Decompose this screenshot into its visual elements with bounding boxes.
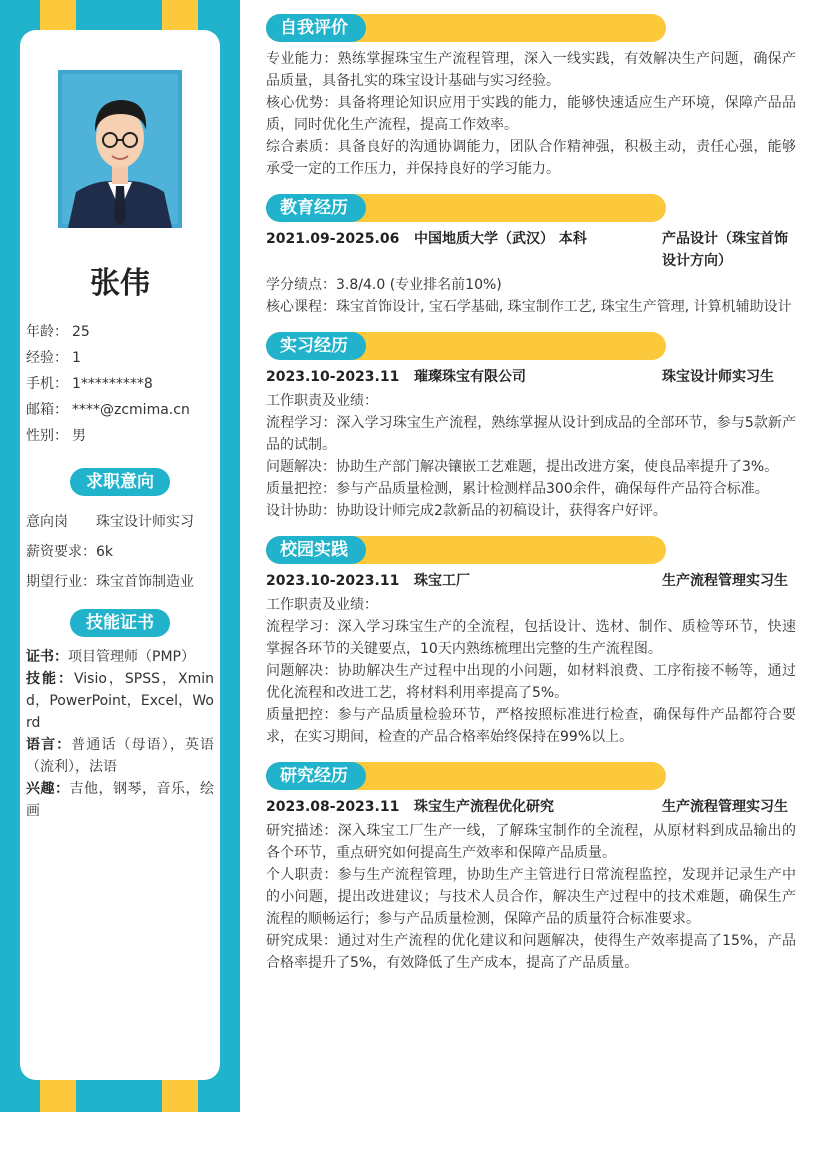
entry-date: 2023.10-2023.11 [266,573,400,589]
entry-org: 珠宝生产流程优化研究 [414,799,554,815]
portrait-photo [58,70,182,228]
intent-title: 求职意向 [70,468,170,496]
section-header [266,536,796,564]
sidebar [0,0,240,1112]
entry-date: 2021.09-2025.06 [266,231,400,247]
entry-org: 璀璨珠宝有限公司 [414,369,526,385]
entry-header [266,796,796,818]
skill-label: 语言： [26,737,72,753]
paragraph: 流程学习：深入学习珠宝生产的全流程，包括设计、选材、制作、质检等环节，快速掌握各环节的关键要点，10天内熟练梳理出完整的生产流程图。 [266,619,796,657]
entry-date: 2023.08-2023.11 [266,799,400,815]
section-self-eval [266,14,796,180]
entry-header [266,570,796,592]
skill-item [26,668,214,734]
section-title: 自我评价 [266,14,366,42]
paragraph: 核心优势：具备将理论知识应用于实践的能力，能够快速适应生产环境，保障产品品质，同时优化生产流程，提高工作效率。 [266,95,796,133]
entry-date: 2023.10-2023.11 [266,369,400,385]
entry-role: 珠宝设计师实习生 [662,369,774,385]
profile-card [20,30,220,1080]
section-campus [266,536,796,748]
paragraph: 质量把控：参与产品质量检验环节，严格按照标准进行检查，确保每件产品都符合要求，在实习期间，检查的产品合格率始终保持在99%以上。 [266,707,796,745]
paragraph: 设计协助：协助设计师完成2款新品的初稿设计，获得客户好评。 [266,503,667,519]
section-header [266,762,796,790]
section-header [266,194,796,222]
skill-value: 项目管理师（PMP） [68,649,195,665]
main-content [266,14,796,988]
section-title: 教育经历 [266,194,366,222]
intent-salary-value: 6k [96,544,114,560]
paragraph: 综合素质：具备良好的沟通协调能力，团队合作精神强，积极主动，责任心强，能够承受一定的工作压力，并保持良好的学习能力。 [266,139,796,177]
intent-industry-label: 期望行业： [26,574,96,590]
paragraph: 学分绩点：3.8/4.0 (专业排名前10%) [266,277,502,293]
skill-item [26,646,214,668]
paragraph: 专业能力：熟练掌握珠宝生产流程管理，深入一线实践，有效解决生产问题，确保产品质量，具备扎实的珠宝设计基础与实习经验。 [266,51,796,89]
info-phone [26,373,153,393]
skill-value: Visio，SPSS，Xmind，PowerPoint，Excel，Word [26,671,214,731]
entry-header [266,228,796,272]
paragraph: 个人职责：参与生产流程管理，协助生产主管进行日常流程监控，发现并记录生产中的小问题，提出改进建议；与技术人员合作，解决生产过程中的技术难题，确保生产流程的顺畅运行；参与产品质量检测，保障产品的质量符合标准要求。 [266,867,796,927]
info-age [26,321,90,341]
entry-org: 珠宝工厂 [414,573,470,589]
paragraph: 核心课程：珠宝首饰设计, 宝石学基础, 珠宝制作工艺, 珠宝生产管理, 计算机辅助设计 [266,299,792,315]
top-stripe-2 [162,0,198,30]
info-label: 手机： [26,376,68,392]
paragraph: 研究描述：深入珠宝工厂生产一线，了解珠宝制作的全流程，从原材料到成品输出的各个环节，重点研究如何提高生产效率和保障产品质量。 [266,823,796,861]
entry-org: 中国地质大学（武汉） 本科 [414,231,587,247]
section-header [266,332,796,360]
paragraph: 问题解决：协助解决生产过程中出现的小问题，如材料浪费、工序衔接不畅等，通过优化流程和改进工艺，将材料利用率提高了5%。 [266,663,796,701]
info-label: 邮箱： [26,402,68,418]
paragraph: 研究成果：通过对生产流程的优化建议和问题解决，使得生产效率提高了15%，产品合格率提升了5%，有效降低了生产成本，提高了产品质量。 [266,933,796,971]
intent-position [26,511,194,531]
section-education [266,194,796,318]
info-value: 25 [72,324,90,340]
skill-value: 吉他，钢琴，音乐，绘画 [26,781,214,819]
skill-label: 兴趣： [26,781,70,797]
paragraph: 工作职责及业绩： [266,393,378,409]
skill-item [26,734,214,778]
skill-item [26,778,214,822]
intent-salary-label: 薪资要求： [26,544,96,560]
section-title: 研究经历 [266,762,366,790]
entry-role: 生产流程管理实习生 [662,573,788,589]
entry-role: 产品设计（珠宝首饰设计方向） [662,231,788,269]
info-experience [26,347,81,367]
intent-industry [26,571,194,591]
section-title: 校园实践 [266,536,366,564]
skills-list [26,646,214,822]
skill-label: 证书： [26,649,68,665]
intent-position-label: 意向岗 [26,514,68,530]
info-value: ****@zcmima.cn [72,402,190,418]
info-value: 1*********8 [72,376,153,392]
info-value: 1 [72,350,81,366]
section-internship [266,332,796,522]
info-label: 性别： [26,428,68,444]
paragraph: 质量把控：参与产品质量检测，累计检测样品300余件，确保每件产品符合标准。 [266,481,769,497]
info-label: 经验： [26,350,68,366]
portrait-illustration [58,70,182,228]
skill-value: 普通话（母语），英语（流利），法语 [26,737,214,775]
info-gender [26,425,86,445]
skill-label: 技能： [26,671,74,687]
section-research [266,762,796,974]
paragraph: 流程学习：深入学习珠宝生产流程，熟练掌握从设计到成品的全部环节，参与5款新产品的试制。 [266,415,796,453]
info-value: 男 [72,428,86,444]
info-label: 年龄： [26,324,68,340]
bottom-stripe-1 [40,1080,76,1112]
skills-title: 技能证书 [70,609,170,637]
intent-position-value: 珠宝设计师实习 [96,514,194,530]
info-email [26,399,190,419]
bottom-stripe-2 [162,1080,198,1112]
entry-role: 生产流程管理实习生 [662,799,788,815]
intent-salary [26,541,113,561]
section-header [266,14,796,42]
paragraph: 工作职责及业绩： [266,597,378,613]
section-title: 实习经历 [266,332,366,360]
candidate-name: 张伟 [90,266,150,301]
paragraph: 问题解决：协助生产部门解决镶嵌工艺难题，提出改进方案，使良品率提升了3%。 [266,459,779,475]
top-stripe-1 [40,0,76,30]
entry-header [266,366,796,388]
intent-industry-value: 珠宝首饰制造业 [96,574,194,590]
